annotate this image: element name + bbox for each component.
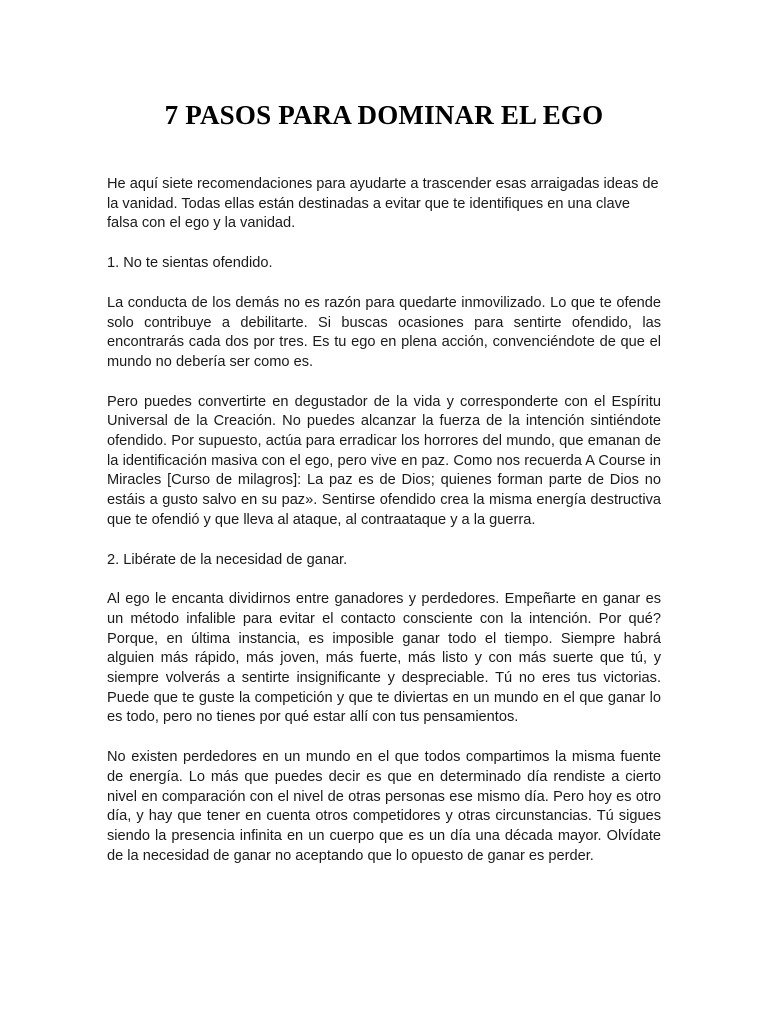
document-title: 7 PASOS PARA DOMINAR EL EGO (164, 100, 604, 130)
step-2-heading: 2. Libérate de la necesidad de ganar. (107, 551, 348, 568)
intro-paragraph: He aquí siete recomendaciones para ayudarte a trascender esas arraigadas ideas de la vanidad. Todas ellas están destinadas a evitar que te identifiques en una clave falsa con el ego y la vanidad. (107, 176, 659, 232)
step-1-heading: 1. No te sientas ofendido. (107, 255, 273, 272)
step-2-paragraph-2: No existen perdedores en un mundo en el que todos compartimos la misma fuente de energía. Lo más que puedes decir es que en determinado día rendiste a cierto nivel en comparación con el nivel de otras personas ese mismo día. Pero hoy es otro día, y hay que tener en cuenta otros competidores y otras circunstancias. Tú sigues siendo la presencia infinita en un cuerpo que es un día una década mayor. Olvídate de la necesidad de ganar no aceptando que lo opuesto de ganar es perder. (107, 749, 661, 864)
step-1-paragraph-1: La conducta de los demás no es razón para quedarte inmovilizado. Lo que te ofende solo contribuye a debilitarte. Si buscas ocasiones para sentirte ofendido, las encontrarás cada dos por tres. Es tu ego en plena acción, convenciéndote de que el mundo no debería ser como es. (107, 294, 661, 370)
step-1-paragraph-2: Pero puedes convertirte en degustador de la vida y corresponderte con el Espíritu Universal de la Creación. No puedes alcanzar la fuerza de la intención sintiéndote ofendido. Por supuesto, actúa para erradicar los horrores del mundo, que emanan de la identificación masiva con el ego, pero vive en paz. Como nos recuerda A Course in Miracles [Curso de milagros]: La paz es de Dios; quienes forman parte de Dios no estáis a gusto salvo en su paz». Sentirse ofendido crea la misma energía destructiva que te ofendió y que lleva al ataque, al contraataque y a la guerra. (107, 393, 661, 528)
step-2-paragraph-1: Al ego le encanta dividirnos entre ganadores y perdedores. Empeñarte en ganar es un método infalible para evitar el contacto consciente con la intención. Por qué? Porque, en última instancia, es imposible ganar todo el tiempo. Siempre habrá alguien más rápido, más joven, más fuerte, más listo y con más suerte que tú, y siempre volverás a sentirte insignificante y despreciable. Tú no eres tus victorias. Puede que te guste la competición y que te diviertas en un mundo en el que ganar lo es todo, pero no tienes por qué estar allí con tus pensamientos. (107, 591, 661, 726)
